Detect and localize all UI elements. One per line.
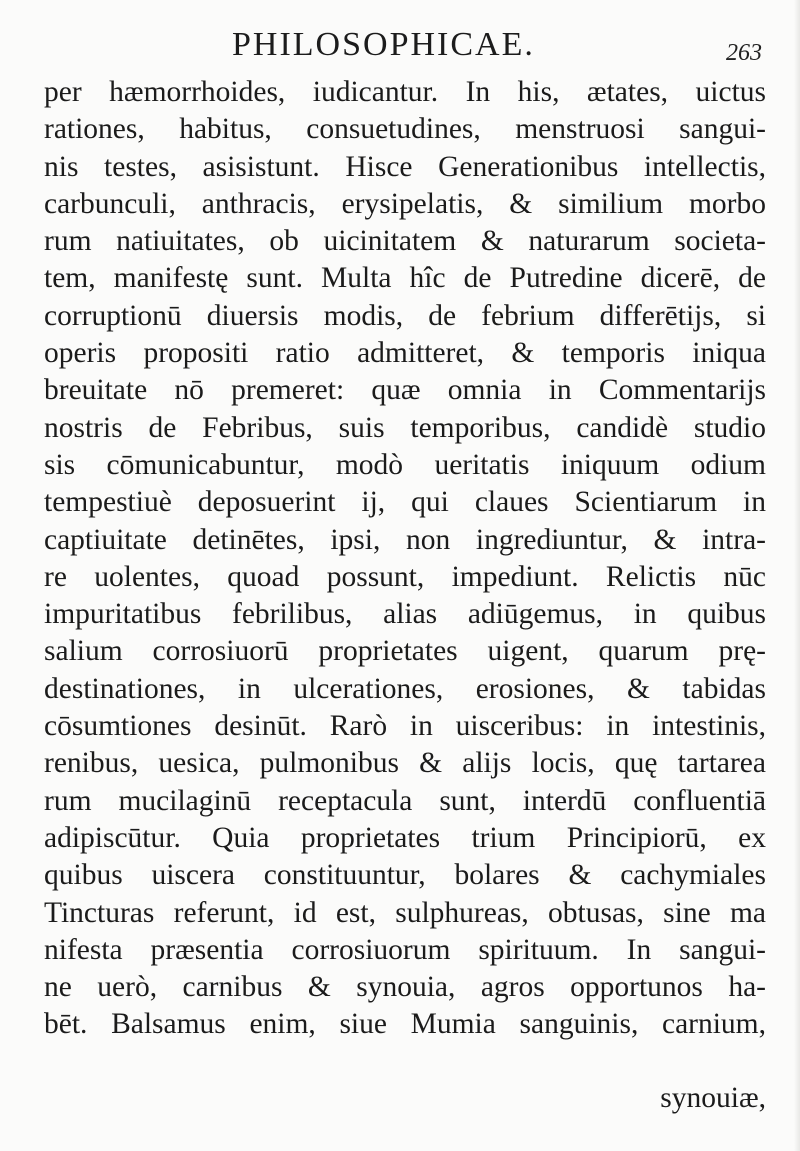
catchword-row — [44, 1080, 766, 1120]
text-line: Tincturas referunt, id est, sulphureas, obtusas, sine ma — [44, 896, 766, 929]
text-line: tempestiuè deposuerint ij, qui claues Scientiarum in — [44, 486, 766, 519]
text-line: adipiscūtur. Quia proprietates trium Principiorū, ex — [44, 821, 766, 854]
text-line: per hæmorrhoides, iudicantur. In his, ætates, uictus — [44, 76, 766, 108]
text-line: corruptionū diuersis modis, de febrium differētijs, si — [44, 299, 766, 332]
text-line: ne uerò, carnibus & synouia, agros opportunos ha- — [44, 971, 766, 1004]
text-line: re uolentes, quoad possunt, impediunt. Relictis nūc — [44, 560, 766, 593]
text-line: cōsumtiones desinūt. Rarò in uisceribus: in intestinis, — [44, 710, 766, 743]
text-line: destinationes, in ulcerationes, erosiones, & tabidas — [44, 672, 766, 705]
running-title: PHILOSOPHICAE. — [232, 26, 535, 63]
text-line: impuritatibus febrilibus, alias adiūgemus, in quibus — [44, 598, 766, 631]
text-line: breuitate nō premeret: quæ omnia in Commentarijs — [44, 374, 766, 407]
body-text — [44, 74, 766, 1044]
text-line: captiuitate detinētes, ipsi, non ingrediuntur, & intra- — [44, 523, 766, 556]
text-line: renibus, uesica, pulmonibus & alijs locis, quę tartarea — [44, 747, 766, 780]
page-edge-shadow — [794, 0, 800, 1151]
text-line: rationes, habitus, consuetudines, menstruosi sangui- — [44, 113, 766, 146]
running-head — [0, 22, 800, 66]
catchword: synouiæ, — [660, 1082, 766, 1114]
text-line: quibus uiscera constituuntur, bolares & cachymiales — [44, 859, 766, 892]
text-line: carbunculi, anthracis, erysipelatis, & similium morbo — [44, 187, 766, 220]
text-line: tem, manifestę sunt. Multa hîc de Putredine dicerē, de — [44, 262, 766, 295]
page-number: 263 — [726, 40, 762, 66]
text-line: bēt. Balsamus enim, siue Mumia sanguinis, carnium, — [44, 1008, 766, 1041]
text-line: nifesta præsentia corrosiuorum spirituum. In sangui- — [44, 933, 766, 966]
text-line: nostris de Febribus, suis temporibus, candidè studio — [44, 411, 766, 444]
text-line: rum mucilaginū receptacula sunt, interdū confluentiā — [44, 784, 766, 817]
text-line: operis propositi ratio admitteret, & temporis iniqua — [44, 337, 766, 370]
text-line: sis cōmunicabuntur, modò ueritatis iniquum odium — [44, 448, 766, 481]
text-line: rum natiuitates, ob uicinitatem & naturarum societa- — [44, 225, 766, 258]
text-line: salium corrosiuorū proprietates uigent, quarum prę- — [44, 635, 766, 668]
text-line: nis testes, asisistunt. Hisce Generationibus intellectis, — [44, 150, 766, 183]
